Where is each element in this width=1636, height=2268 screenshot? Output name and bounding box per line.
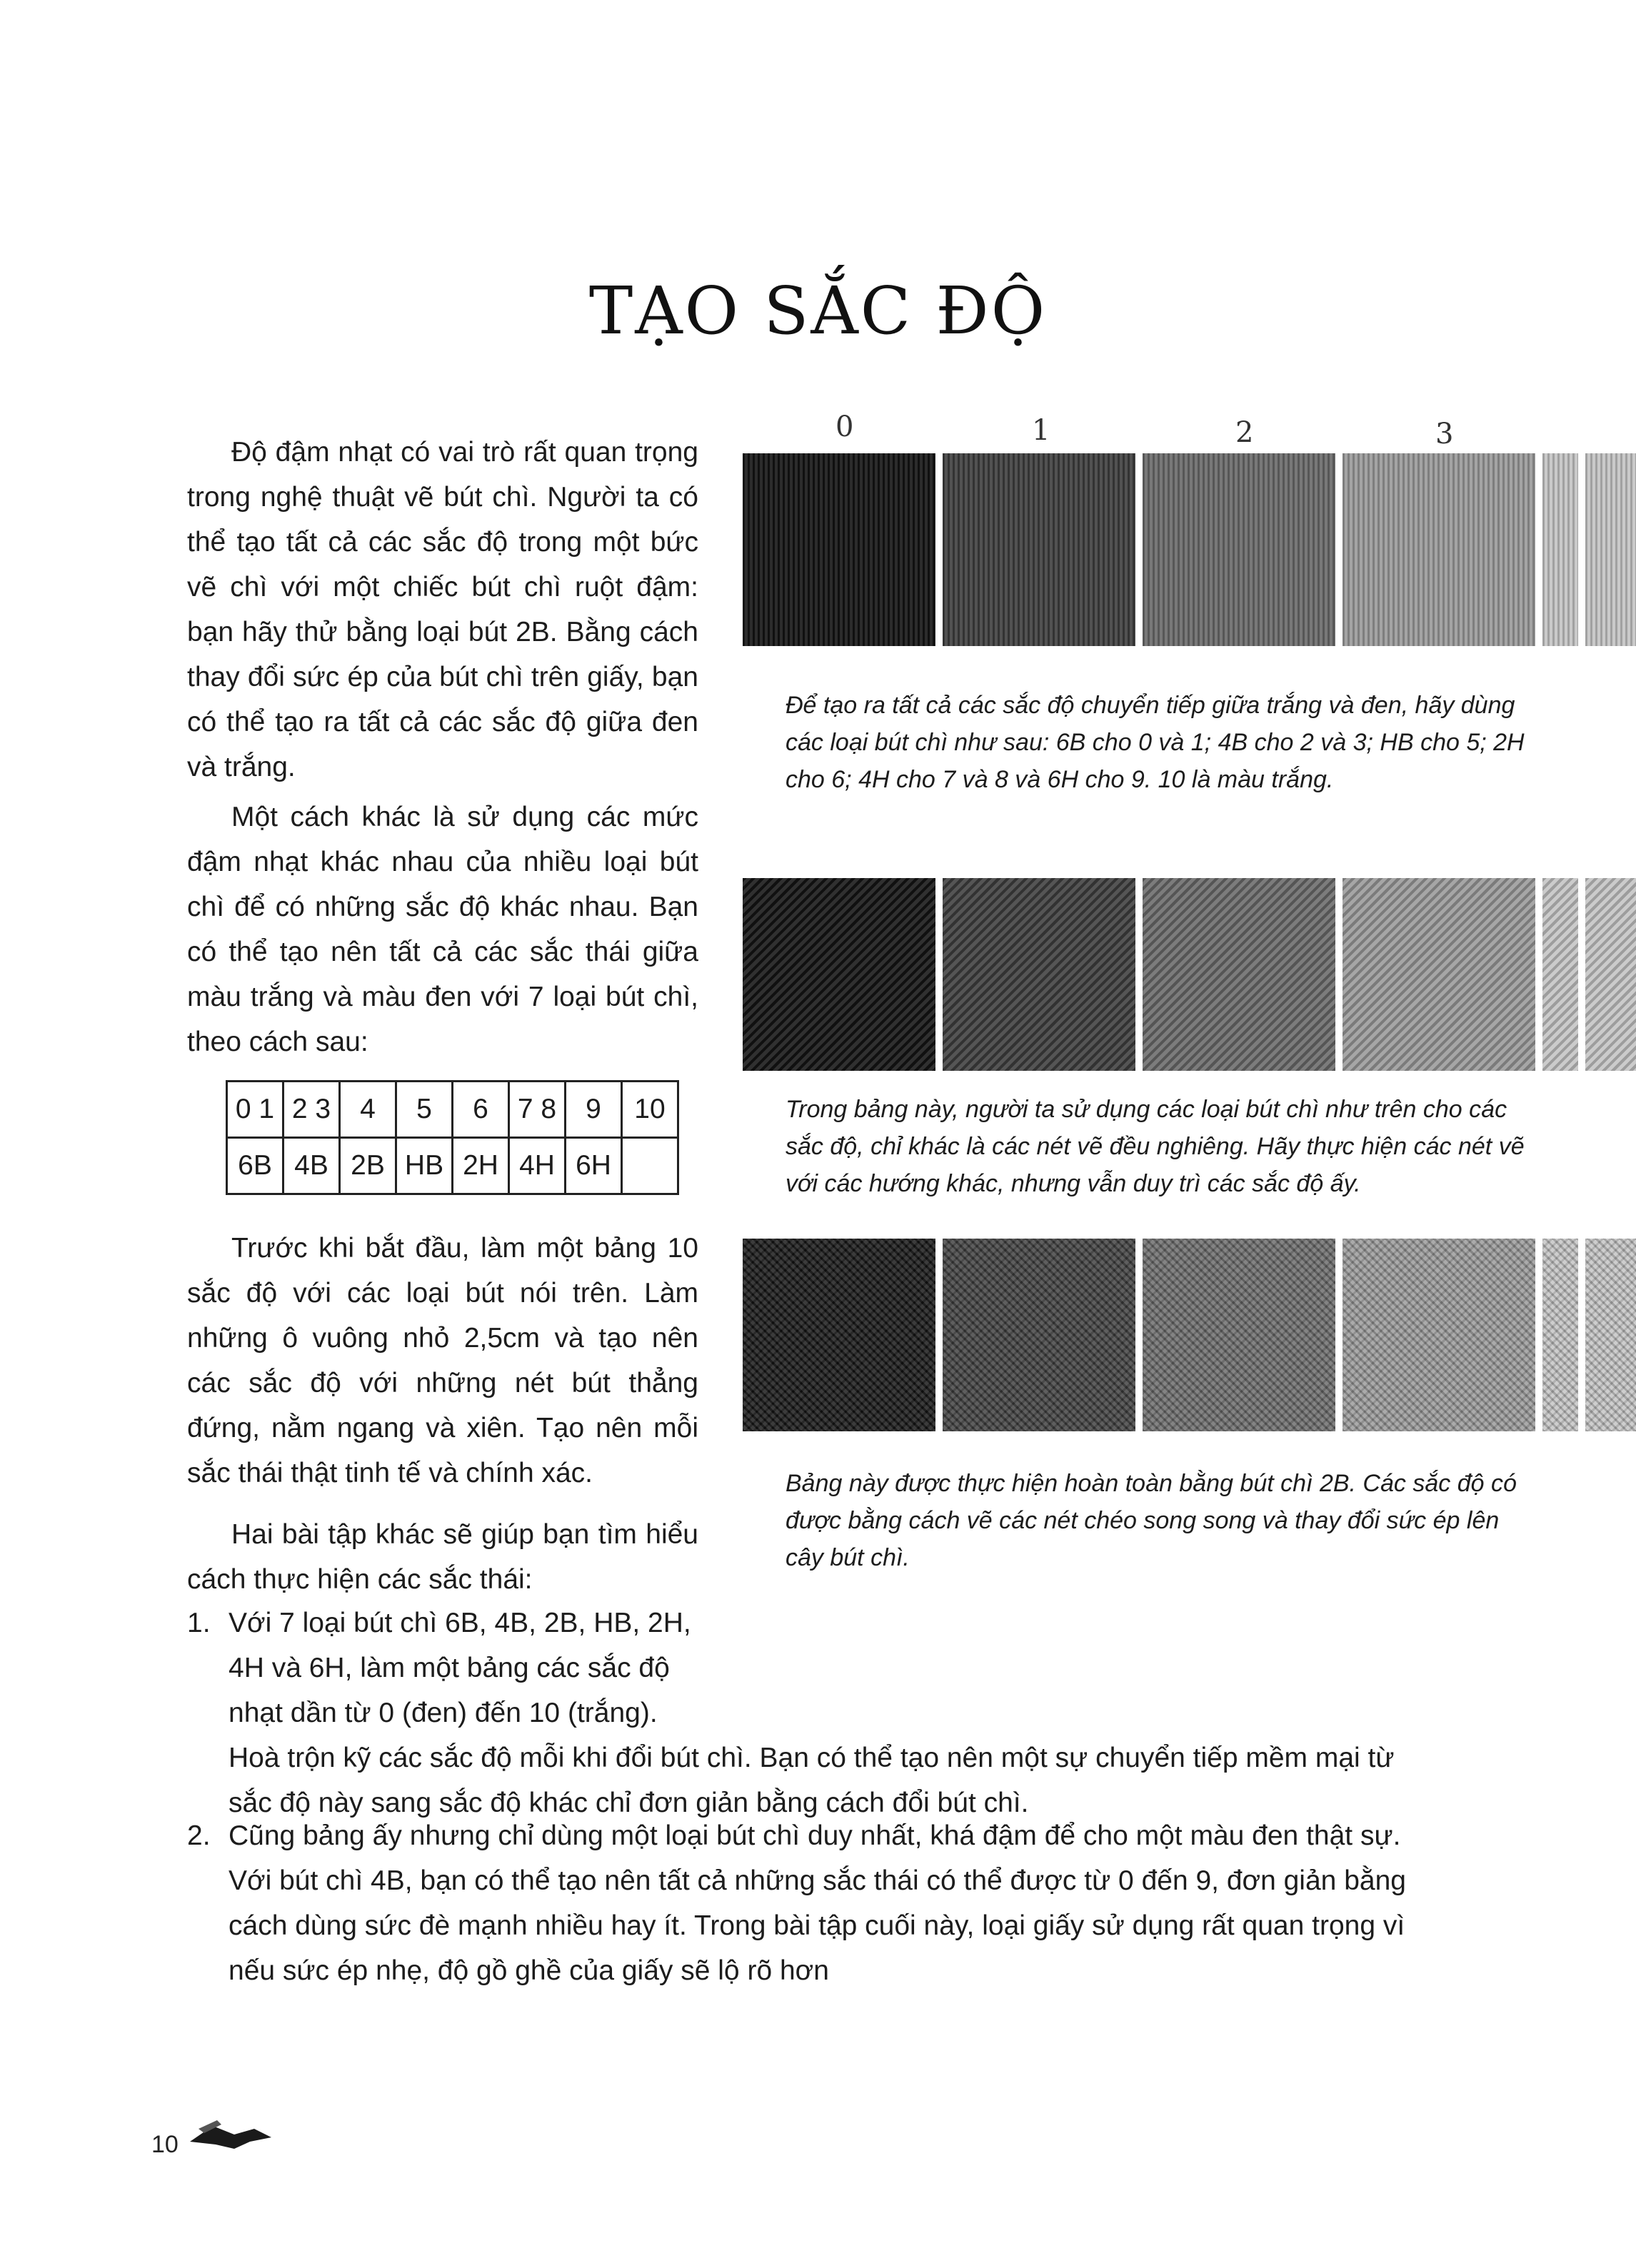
tone-swatch-strip-vertical [743,410,1636,653]
pencil-grade-table [226,1080,679,1195]
caption: Bảng này được thực hiện hoàn toàn bằng bút chì 2B. Các sắc độ có được bằng cách vẽ các nét chéo song song và thay đổi sức ép lên cây bút chì. [786,1470,1517,1571]
table-cell: 4B [283,1138,340,1194]
tone-swatch [1542,1239,1578,1431]
tone-swatch [1143,1239,1335,1431]
table-cell: 5 [396,1082,453,1138]
tone-swatch [1343,1239,1535,1431]
table-cell: 2B [340,1138,396,1194]
table-row [227,1082,678,1138]
tone-swatch [1585,453,1636,646]
table-cell: 6H [566,1138,622,1194]
table-cell: 7 8 [509,1082,566,1138]
tone-swatch [943,878,1135,1071]
tone-swatch [1542,878,1578,1071]
tone-swatch [743,878,935,1071]
table-cell: 6B [227,1138,283,1194]
page-title: TẠO SẮC ĐỘ [588,272,1048,349]
list-item [187,1813,1430,1993]
swatch-label: 3 [1435,418,1454,450]
table-cell: 2H [453,1138,509,1194]
list-item-text: Cũng bảng ấy nhưng chỉ dùng một loại bút chì duy nhất, khá đậm để cho một màu đen thật sự. Với bút chì 4B, bạn có thể tạo nên tất cả những sắc thái có thể được từ 0 đến 9, đơn giản bằng cách dùng sức đè mạnh nhiều hay ít. Trong bài tập cuối này, loại giấy sử dụng rất quan trọng vì nếu sức ép nhẹ, độ gồ ghề của giấy sẽ lộ rõ hơn [229,1820,1406,1986]
tone-swatch [1585,878,1636,1071]
tone-swatch [743,1239,935,1431]
list-item-text: Với 7 loại bút chì 6B, 4B, 2B, HB, 2H, 4H và 6H, làm một bảng các sắc độ nhạt dần từ 0 (đen) đến 10 (trắng). [229,1608,691,1728]
caption: Để tạo ra tất cả các sắc độ chuyển tiếp giữa trắng và đen, hãy dùng các loại bút chì như sau: 6B cho 0 và 1; 4B cho 2 và 3; HB cho 5; 2H cho 6; 4H cho 7 và 8 và 6H cho 9. 10 là màu trắng. [786,692,1525,793]
caption: Trong bảng này, người ta sử dụng các loại bút chì như trên cho các sắc độ, chỉ khác là các nét vẽ đều nghiêng. Hãy thực hiện các nét vẽ với các hướng khác, nhưng vẫn duy trì các sắc độ ấy. [786,1096,1525,1197]
pencil-bird-icon [184,2113,277,2156]
table-cell: 4H [509,1138,566,1194]
swatch-label: 1 [1032,414,1050,447]
tone-swatch [743,453,935,646]
tone-swatch [1343,453,1535,646]
exercises-intro-paragraph: Hai bài tập khác sẽ giúp bạn tìm hiểu cách thực hiện các sắc thái: [187,1519,698,1595]
table-cell: 6 [453,1082,509,1138]
tone-swatch [1585,1239,1636,1431]
list-number: 1. [187,1608,211,1638]
tone-swatch-strip-crosshatch [743,1231,1636,1438]
tone-swatch-strip-diagonal [743,871,1636,1078]
tone-swatch [1343,878,1535,1071]
method-paragraph: Một cách khác là sử dụng các mức đậm nhạt khác nhau của nhiều loại bút chì để có những sắc độ khác nhau. Bạn có thể tạo nên tất cả các sắc thái giữa màu trắng và màu đen với 7 loại bút chì, theo cách sau: [187,802,698,1057]
table-cell: 2 3 [283,1082,340,1138]
table-cell: 9 [566,1082,622,1138]
table-cell [622,1138,678,1194]
table-cell: HB [396,1138,453,1194]
swatch-label: 2 [1235,416,1254,449]
table-row [227,1138,678,1194]
table-cell: 10 [622,1082,678,1138]
list-item [187,1601,1430,1825]
table-cell: 4 [340,1082,396,1138]
tone-swatch [943,453,1135,646]
tone-swatch [1542,453,1578,646]
tone-swatch [1143,878,1335,1071]
table-cell: 0 1 [227,1082,283,1138]
page-number: 10 [151,2131,179,2158]
tone-swatch [943,1239,1135,1431]
swatch-label: 0 [835,410,854,443]
practice-paragraph: Trước khi bắt đầu, làm một bảng 10 sắc độ với các loại bút nói trên. Làm những ô vuông nhỏ 2,5cm và tạo nên các sắc độ với những nét bút thẳng đứng, nằm ngang và xiên. Tạo nên mỗi sắc thái thật tinh tế và chính xác. [187,1233,698,1488]
list-number: 2. [187,1820,211,1851]
tone-swatch [1143,453,1335,646]
list-item-text: Hoà trộn kỹ các sắc độ mỗi khi đổi bút chì. Bạn có thể tạo nên một sự chuyển tiếp mềm mại từ sắc độ này sang sắc độ khác chỉ đơn giản bằng cách đổi bút chì. [229,1743,1395,1818]
intro-paragraph: Độ đậm nhạt có vai trò rất quan trọng trong nghệ thuật vẽ bút chì. Người ta có thể tạo tất cả các sắc độ trong một bức vẽ chì với một chiếc bút chì ruột đậm: bạn hãy thử bằng loại bút 2B. Bằng cách thay đổi sức ép của bút chì trên giấy, bạn có thể tạo ra tất cả các sắc độ giữa đen và trắng. [187,437,698,782]
